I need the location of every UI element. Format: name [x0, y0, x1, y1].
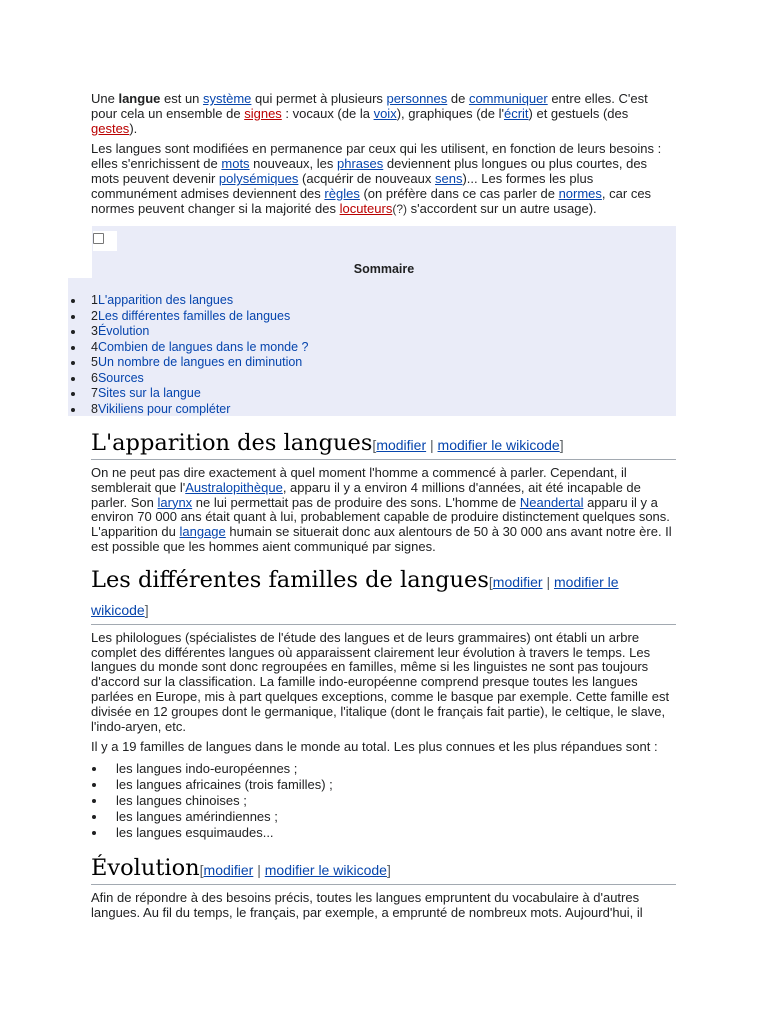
link-communiquer[interactable]: communiquer: [468, 91, 548, 106]
edit-link[interactable]: modifier: [203, 862, 254, 879]
toc-toggle-checkbox[interactable]: [93, 231, 117, 251]
list-item: les langues indo-européennes ;: [116, 761, 676, 777]
section-familles-paragraph-2: Il y a 19 familles de langues dans le monde au total. Les plus connues et les plus répandues sont :: [91, 739, 658, 755]
checkbox-icon: [93, 233, 104, 244]
link-mots[interactable]: mots: [221, 156, 250, 172]
list-item: les langues amérindiennes ;: [116, 809, 676, 825]
edit-link[interactable]: modifier: [492, 573, 543, 590]
section-heading-evolution: Évolution[modifier | modifier le wikicode]: [91, 855, 676, 885]
toc-item-1[interactable]: 1L'apparition des langues: [91, 293, 309, 309]
link-personnes[interactable]: personnes: [386, 91, 448, 106]
link-ecrit[interactable]: écrit: [503, 105, 529, 121]
toc-item-4[interactable]: 4Combien de langues dans le monde ?: [91, 339, 309, 354]
intro-paragraph-1: Une langue est un système qui permet à plusieurs personnes de communiquer entre elles. C'est pour cela un ensemble de signes : vocaux (de la voix), graphiques (de l'écrit) et gestuels (des gestes).: [91, 91, 648, 136]
term-langue: langue: [118, 91, 161, 106]
article-body: [91, 430, 676, 927]
edit-wikicode-link[interactable]: modifier le wikicode: [264, 862, 387, 879]
link-normes[interactable]: normes: [558, 185, 602, 201]
link-systeme[interactable]: système: [203, 91, 252, 106]
table-of-contents: [68, 226, 676, 416]
language-families-list: [91, 761, 676, 841]
edit-link[interactable]: modifier: [376, 437, 427, 453]
section-edit-links: [modifier | modifier le wikicode]: [91, 573, 619, 618]
section-heading-apparition: L'apparition des langues[modifier | modifier le wikicode]: [91, 430, 676, 460]
toc-item-7[interactable]: 7Sites sur la langue: [91, 386, 309, 402]
list-item: les langues chinoises ;: [116, 793, 676, 809]
list-item: les langues africaines (trois familles) ;: [116, 777, 676, 793]
section-apparition-paragraph: On ne peut pas dire exactement à quel moment l'homme a commencé à parler. Cependant, il semblerait que l'Australopithèque, apparu il y a environ 4 millions d'années, ait été incapable de parler. Son larynx ne lui permettait pas de produire des sons. L'homme de Neandertal apparu il y a environ 70 000 ans était quant à lui, probablement capable de produire distinctement quelques sons. L'apparition du langage humain se situerait donc aux alentours de 50 à 30 000 ans avant notre ère. Il est possible que les hommes aient communiqué par signes.: [91, 465, 672, 554]
section-familles-paragraph-1: Les philologues (spécialistes de l'étude des langues et de leurs grammaires) ont établi un arbre complet des différentes langues où apparaissent clairement leur évolution à travers le temps. Les langues du monde sont donc regroupées en familles, même si les linguistes ne sont pas toujours d'accord sur la classification. La famille indo-européenne comprend presque toutes les langues parlées en Europe, mis à part quelques exceptions, comme le basque par exemple. Cette famille est divisée en 12 groupes dont le germanique, l'italique (dont le français fait partie), le celtique, le slave, l'indo-aryen, etc.: [91, 629, 670, 734]
link-polysemiques[interactable]: polysémiques: [218, 170, 299, 186]
link-australopitheque[interactable]: Australopithèque: [185, 479, 283, 495]
article-intro: [91, 92, 676, 222]
link-phrases[interactable]: phrases: [337, 156, 384, 172]
link-larynx[interactable]: larynx: [157, 494, 193, 510]
toc-item-8[interactable]: 8Vikiliens pour compléter: [91, 402, 309, 418]
section-evolution-paragraph: Afin de répondre à des besoins précis, toutes les langues empruntent du vocabulaire à d'autres langues. Au fil du temps, le français, par exemple, a emprunté de nombreux mots. Aujourd'hui, il: [91, 890, 643, 920]
edit-wikicode-link[interactable]: modifier le wikicode: [437, 437, 560, 453]
link-regles[interactable]: règles: [324, 185, 360, 201]
link-voix[interactable]: voix: [373, 105, 397, 121]
link-sens[interactable]: sens: [435, 170, 463, 186]
toc-list: [91, 293, 309, 417]
toc-item-6[interactable]: 6Sources: [91, 371, 309, 387]
section-edit-links: [modifier | modifier le wikicode]: [372, 437, 564, 453]
list-item: les langues esquimaudes...: [116, 825, 676, 841]
section-edit-links: [modifier | modifier le wikicode]: [199, 862, 391, 879]
toc-title: Sommaire: [353, 262, 415, 276]
link-neandertal[interactable]: Neandertal: [519, 494, 584, 510]
link-signes[interactable]: signes: [244, 105, 282, 121]
toc-item-3[interactable]: 3Évolution: [91, 324, 309, 340]
toc-item-2[interactable]: 2Les différentes familles de langues: [91, 309, 309, 325]
link-gestes[interactable]: gestes: [91, 120, 130, 136]
external-question-icon[interactable]: (?): [392, 201, 408, 216]
link-locuteurs[interactable]: locuteurs: [339, 200, 393, 216]
edit-wikicode-link[interactable]: modifier le wikicode: [91, 573, 619, 618]
toc-item-5[interactable]: 5Un nombre de langues en diminution: [91, 355, 309, 371]
section-heading-familles: Les différentes familles de langues[modifier | modifier le wikicode]: [91, 567, 676, 625]
link-langage[interactable]: langage: [179, 524, 226, 540]
intro-paragraph-2: Les langues sont modifiées en permanence par ceux qui les utilisent, en fonction de leurs besoins : elles s'enrichissent de mots nouveaux, les phrases deviennent plus longues ou plus courtes, des mots peuvent devenir polysémiques (acquérir de nouveaux sens)... Les formes les plus communément admises deviennent des règles (on préfère dans ce cas parler de normes, car ces normes peuvent changer si la majorité des locuteurs(?) s'accordent sur un autre usage).: [91, 141, 662, 216]
